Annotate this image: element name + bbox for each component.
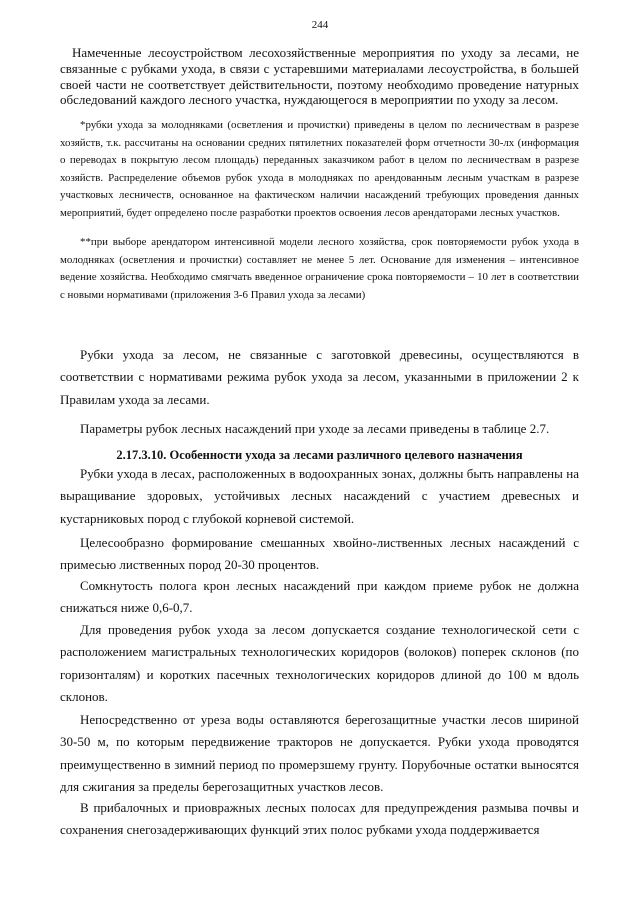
footnote-2: **при выборе арендатором интенсивной модели лесного хозяйства, срок повторяемости рубок ухода в молодняках (осветления и прочистки) составляет не менее 5 лет. Основание для изменения – интенсивное ведение хозяйства. Необходимо смягчать введенное ограничение срока повторяемости – 10 лет в соответствии с новыми нормативами (приложения 3-6 Правил ухода за лесами): [60, 236, 579, 301]
footnote-1: *рубки ухода за молодняками (осветления и прочистки) приведены в целом по лесничествам в разрезе хозяйств, т.к. рассчитаны на основании средних пятилетних показателей форм отчетности 30-лх (информация о переводах в покрытую лесом площадь) переданных заказчиком работ в целом по лесничествам в разрезе хозяйств. Распределение объемов рубок ухода в молодняках по арендованным лесным участкам в разрезе участковых лесничеств, основанное на фактическом наличии насаждений требующих проведения данных мероприятий, будет определено после разработки проектов освоения лесов арендаторами лесных участков.: [60, 119, 579, 219]
paragraph-mixed-stands: Целесообразно формирование смешанных хвойно-лиственных лесных насаждений с примесью лиственных пород 20-30 процентов.: [60, 535, 579, 573]
paragraph-norms: Рубки ухода за лесом, не связанные с заготовкой древесины, осуществляются в соответствии с нормативами режима рубок ухода за лесом, указанными в приложении 2 к Правилам ухода за лесами.: [60, 347, 579, 407]
page-number: 244: [311, 19, 329, 31]
paragraph-shore-protection: Непосредственно от уреза воды оставляются берегозащитные участки лесов шириной 30-50 м, по которым передвижение тракторов не допускается. Рубки ухода проводятся преимущественно в зимний период по промерзшему грунту. Порубочные остатки выносятся для сжигания за пределы берегозащитных участков лесов.: [60, 712, 579, 794]
section-heading: 2.17.3.10. Особенности ухода за лесами различного целевого назначения: [116, 448, 523, 462]
paragraph-tech-network: Для проведения рубок ухода за лесом допускается создание технологической сети с расположением магистральных технологических коридоров (волоков) поперек склонов (по горизонталям) и коротких пасечных технологических коридоров длиной до 100 м вдоль склонов.: [60, 622, 579, 704]
paragraph-ravine-strips: В прибалочных и приовражных лесных полосах для предупреждения размыва почвы и сохранения снегозадерживающих функций этих полос рубками ухода поддерживается: [60, 800, 579, 838]
paragraph-water-zones: Рубки ухода в лесах, расположенных в водоохранных зонах, должны быть направлены на выращивание здоровых, устойчивых лесных насаждений с участием древесных и кустарниковых пород с глубокой корневой системой.: [60, 466, 579, 526]
paragraph-table-reference: Параметры рубок лесных насаждений при уходе за лесами приведены в таблице 2.7.: [80, 421, 550, 436]
intro-paragraph: Намеченные лесоустройством лесохозяйственные мероприятия по уходу за лесами, не связанные с рубками ухода, в связи с устаревшими материалами лесоустройства, в большей своей части не соответствует действительности, поэтому необходимо проведение натурных обследований каждого лесного участка, нуждающегося в мероприятии по уходу за лесом.: [60, 45, 579, 108]
paragraph-canopy: Сомкнутость полога крон лесных насаждений при каждом приеме рубок не должна снижаться ниже 0,6-0,7.: [60, 578, 579, 616]
